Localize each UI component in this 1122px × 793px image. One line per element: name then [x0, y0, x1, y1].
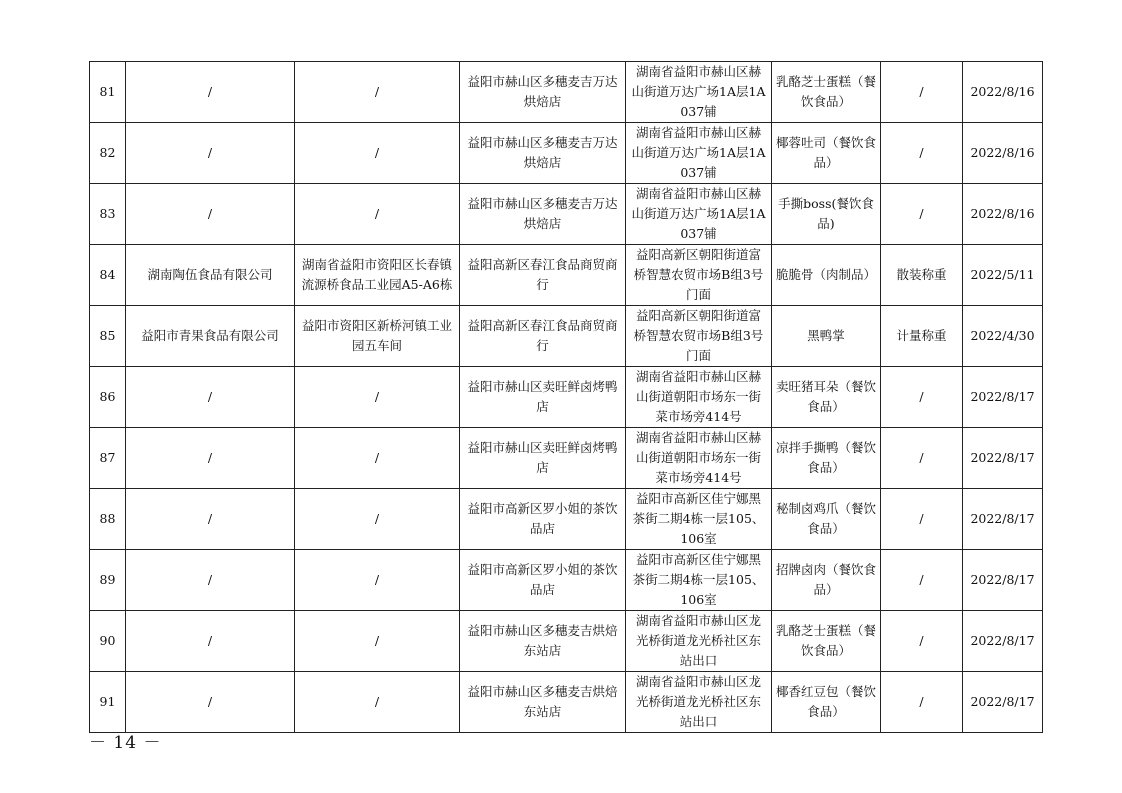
manufacturer-address-cell: /: [295, 367, 460, 428]
production-date-cell: 2022/4/30: [963, 306, 1043, 367]
seller-address-cell: 湖南省益阳市赫山区赫山街道朝阳市场东一街菜市场旁414号: [626, 428, 772, 489]
specification-cell: /: [881, 611, 963, 672]
row-number-cell: 82: [90, 123, 126, 184]
manufacturer-cell: /: [126, 550, 295, 611]
product-name-cell: 乳酪芝士蛋糕（餐饮食品）: [772, 611, 881, 672]
manufacturer-address-cell: /: [295, 428, 460, 489]
production-date-cell: 2022/8/17: [963, 428, 1043, 489]
table-row: [90, 489, 1043, 550]
manufacturer-address-cell: /: [295, 550, 460, 611]
seller-address-cell: 益阳市高新区佳宁娜黑茶街二期4栋一层105、106室: [626, 550, 772, 611]
seller-cell: 益阳市赫山区多穗麦吉烘焙东站店: [460, 611, 626, 672]
manufacturer-cell: /: [126, 672, 295, 733]
manufacturer-address-cell: /: [295, 123, 460, 184]
product-name-cell: 椰香红豆包（餐饮食品）: [772, 672, 881, 733]
specification-cell: /: [881, 672, 963, 733]
seller-cell: 益阳高新区春江食品商贸商行: [460, 306, 626, 367]
manufacturer-cell: /: [126, 489, 295, 550]
seller-cell: 益阳市赫山区卖旺鲜卤烤鸭店: [460, 367, 626, 428]
manufacturer-cell: /: [126, 62, 295, 123]
production-date-cell: 2022/8/16: [963, 62, 1043, 123]
table-row: [90, 306, 1043, 367]
specification-cell: /: [881, 367, 963, 428]
manufacturer-cell: 湖南陶伍食品有限公司: [126, 245, 295, 306]
row-number-cell: 89: [90, 550, 126, 611]
production-date-cell: 2022/8/16: [963, 184, 1043, 245]
row-number-cell: 83: [90, 184, 126, 245]
product-name-cell: 手撕boss(餐饮食品): [772, 184, 881, 245]
seller-address-cell: 益阳市高新区佳宁娜黑茶街二期4栋一层105、106室: [626, 489, 772, 550]
specification-cell: 计量称重: [881, 306, 963, 367]
product-name-cell: 秘制卤鸡爪（餐饮食品）: [772, 489, 881, 550]
seller-address-cell: 湖南省益阳市赫山区赫山街道万达广场1A层1A037铺: [626, 184, 772, 245]
row-number-cell: 81: [90, 62, 126, 123]
manufacturer-address-cell: /: [295, 184, 460, 245]
manufacturer-cell: /: [126, 428, 295, 489]
production-date-cell: 2022/8/17: [963, 672, 1043, 733]
production-date-cell: 2022/8/17: [963, 367, 1043, 428]
table-row: [90, 62, 1043, 123]
specification-cell: /: [881, 62, 963, 123]
seller-cell: 益阳市高新区罗小姐的茶饮品店: [460, 489, 626, 550]
product-name-cell: 招牌卤肉（餐饮食品）: [772, 550, 881, 611]
specification-cell: /: [881, 428, 963, 489]
seller-cell: 益阳市赫山区多穗麦吉万达烘焙店: [460, 184, 626, 245]
manufacturer-cell: /: [126, 367, 295, 428]
table-row: [90, 367, 1043, 428]
table-row: [90, 672, 1043, 733]
production-date-cell: 2022/5/11: [963, 245, 1043, 306]
product-name-cell: 黑鸭掌: [772, 306, 881, 367]
manufacturer-cell: 益阳市青果食品有限公司: [126, 306, 295, 367]
specification-cell: /: [881, 123, 963, 184]
seller-cell: 益阳市赫山区多穗麦吉万达烘焙店: [460, 62, 626, 123]
seller-address-cell: 湖南省益阳市赫山区赫山街道万达广场1A层1A037铺: [626, 123, 772, 184]
specification-cell: 散装称重: [881, 245, 963, 306]
seller-address-cell: 益阳高新区朝阳街道富桥智慧农贸市场B组3号门面: [626, 245, 772, 306]
row-number-cell: 86: [90, 367, 126, 428]
manufacturer-address-cell: /: [295, 489, 460, 550]
row-number-cell: 85: [90, 306, 126, 367]
specification-cell: /: [881, 489, 963, 550]
seller-cell: 益阳高新区春江食品商贸商行: [460, 245, 626, 306]
product-name-cell: 乳酪芝士蛋糕（餐饮食品）: [772, 62, 881, 123]
product-name-cell: 椰蓉吐司（餐饮食品）: [772, 123, 881, 184]
seller-address-cell: 湖南省益阳市赫山区龙光桥街道龙光桥社区东站出口: [626, 672, 772, 733]
table-row: [90, 245, 1043, 306]
manufacturer-address-cell: 湖南省益阳市资阳区长春镇流源桥食品工业园A5-A6栋: [295, 245, 460, 306]
manufacturer-cell: /: [126, 611, 295, 672]
row-number-cell: 91: [90, 672, 126, 733]
table-row: [90, 184, 1043, 245]
table-row: [90, 123, 1043, 184]
product-name-cell: 凉拌手撕鸭（餐饮食品）: [772, 428, 881, 489]
row-number-cell: 87: [90, 428, 126, 489]
production-date-cell: 2022/8/17: [963, 611, 1043, 672]
manufacturer-address-cell: 益阳市资阳区新桥河镇工业园五车间: [295, 306, 460, 367]
production-date-cell: 2022/8/17: [963, 550, 1043, 611]
seller-address-cell: 湖南省益阳市赫山区龙光桥街道龙光桥社区东站出口: [626, 611, 772, 672]
production-date-cell: 2022/8/17: [963, 489, 1043, 550]
row-number-cell: 90: [90, 611, 126, 672]
product-name-cell: 脆脆骨（肉制品）: [772, 245, 881, 306]
seller-cell: 益阳市高新区罗小姐的茶饮品店: [460, 550, 626, 611]
table-body: [90, 62, 1043, 733]
inspection-results-table: [89, 61, 1043, 733]
seller-address-cell: 湖南省益阳市赫山区赫山街道万达广场1A层1A037铺: [626, 62, 772, 123]
manufacturer-address-cell: /: [295, 611, 460, 672]
seller-cell: 益阳市赫山区多穗麦吉万达烘焙店: [460, 123, 626, 184]
seller-address-cell: 益阳高新区朝阳街道富桥智慧农贸市场B组3号门面: [626, 306, 772, 367]
row-number-cell: 88: [90, 489, 126, 550]
seller-cell: 益阳市赫山区卖旺鲜卤烤鸭店: [460, 428, 626, 489]
production-date-cell: 2022/8/16: [963, 123, 1043, 184]
specification-cell: /: [881, 184, 963, 245]
table-row: [90, 428, 1043, 489]
manufacturer-cell: /: [126, 184, 295, 245]
table-row: [90, 550, 1043, 611]
manufacturer-address-cell: /: [295, 62, 460, 123]
row-number-cell: 84: [90, 245, 126, 306]
specification-cell: /: [881, 550, 963, 611]
page-number: － 14 －: [89, 733, 162, 753]
manufacturer-cell: /: [126, 123, 295, 184]
manufacturer-address-cell: /: [295, 672, 460, 733]
seller-cell: 益阳市赫山区多穗麦吉烘焙东站店: [460, 672, 626, 733]
seller-address-cell: 湖南省益阳市赫山区赫山街道朝阳市场东一街菜市场旁414号: [626, 367, 772, 428]
table-row: [90, 611, 1043, 672]
product-name-cell: 卖旺猪耳朵（餐饮食品）: [772, 367, 881, 428]
